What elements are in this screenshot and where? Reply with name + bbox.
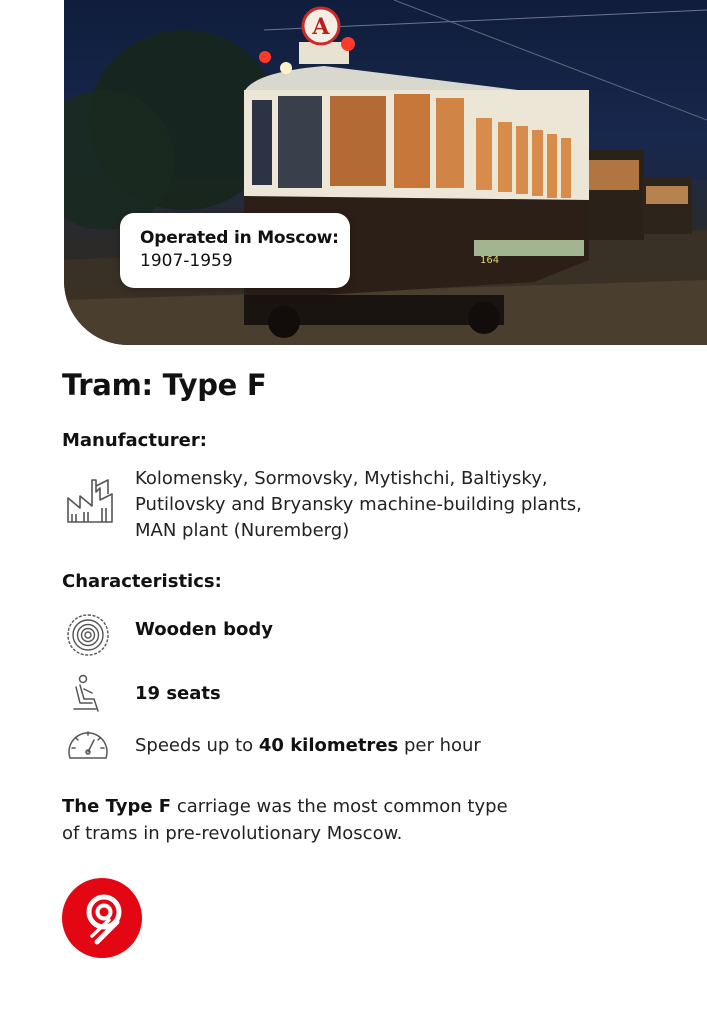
characteristic-label: Wooden body bbox=[135, 619, 273, 640]
tram-illustration bbox=[64, 0, 707, 345]
characteristic-label bbox=[135, 735, 481, 756]
manufacturer-list bbox=[135, 466, 655, 544]
characteristic-label: 19 seats bbox=[135, 683, 221, 704]
operated-badge bbox=[120, 213, 350, 288]
speed-value: 40 kilometres bbox=[258, 735, 399, 756]
wood-rings-icon bbox=[66, 613, 110, 657]
footnote-rest: carriage was the most common type bbox=[171, 796, 508, 817]
speedometer-icon bbox=[66, 724, 110, 768]
speed-prefix: Speeds up to bbox=[135, 735, 259, 756]
badge-title: Operated in Moscow: bbox=[140, 228, 339, 248]
speed-suffix: per hour bbox=[398, 735, 481, 756]
characteristic-seats bbox=[66, 673, 666, 717]
svg-text:А: А bbox=[312, 14, 330, 40]
badge-years: 1907-1959 bbox=[140, 251, 233, 271]
page-title: Tram: Type F bbox=[62, 368, 267, 402]
manufacturer-line: MAN plant (Nuremberg) bbox=[135, 520, 350, 541]
moscow-transport-logo bbox=[62, 878, 142, 958]
manufacturer-line: Kolomensky, Sormovsky, Mytishchi, Baltiysky, bbox=[135, 468, 548, 489]
hero-photo bbox=[64, 0, 707, 345]
manufacturer-heading: Manufacturer: bbox=[62, 430, 207, 451]
footnote-line-1 bbox=[62, 793, 622, 820]
manufacturer-line: Putilovsky and Bryansky machine-building plants, bbox=[135, 494, 582, 515]
characteristic-speed bbox=[66, 724, 666, 768]
characteristic-wooden-body bbox=[66, 613, 666, 657]
seat-icon bbox=[66, 673, 110, 717]
footnote-bold: The Type F bbox=[62, 796, 172, 817]
footnote bbox=[62, 793, 622, 847]
characteristics-heading: Characteristics: bbox=[62, 571, 222, 592]
tram-number: 164 bbox=[480, 255, 500, 266]
footnote-line-2: of trams in pre-revolutionary Moscow. bbox=[62, 823, 403, 844]
factory-icon bbox=[66, 474, 114, 524]
